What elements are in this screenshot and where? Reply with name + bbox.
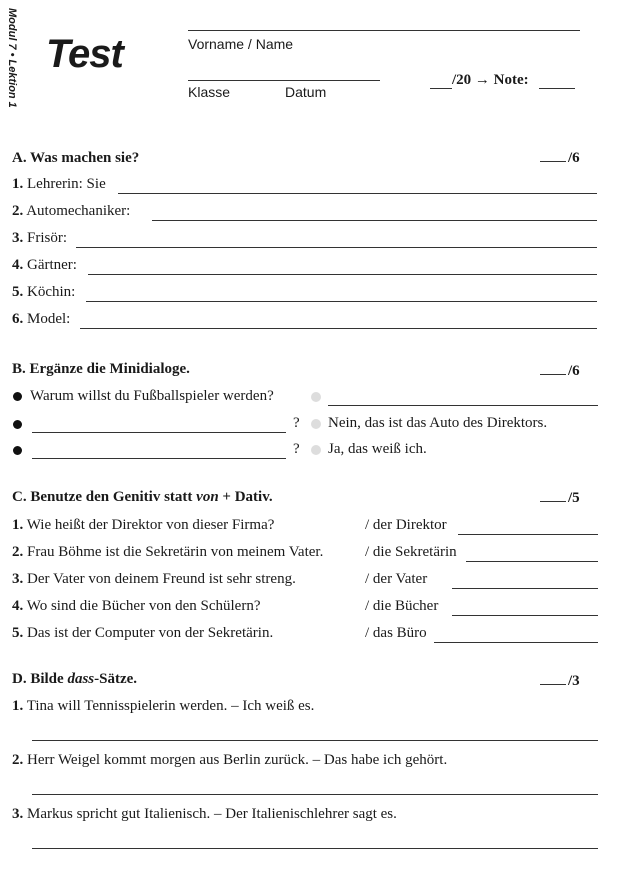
speaker-icon xyxy=(311,392,321,402)
section-c-item xyxy=(12,598,260,615)
speaker-icon xyxy=(311,445,321,455)
item-text: Gärtner: xyxy=(27,257,77,273)
dialog-3-answer: Ja, das weiß ich. xyxy=(328,441,427,457)
item-text: Markus spricht gut Italienisch. – Der Italienischlehrer sagt es. xyxy=(27,806,397,822)
class-date-field[interactable] xyxy=(188,80,380,81)
name-field[interactable] xyxy=(188,30,580,31)
item-number: 2. xyxy=(12,203,24,219)
section-d-item xyxy=(12,752,447,769)
dialog-2-question-field[interactable] xyxy=(32,432,286,433)
answer-line[interactable] xyxy=(118,193,597,194)
item-number: 3. xyxy=(12,806,24,822)
answer-line[interactable] xyxy=(80,328,597,329)
section-d-title: D. Bilde dass-Sätze. xyxy=(12,671,138,687)
section-a-title: A. Was machen sie? xyxy=(12,150,140,166)
section-a-score: /6 xyxy=(540,150,580,167)
item-number: 5. xyxy=(12,625,24,641)
answer-line[interactable] xyxy=(152,220,597,221)
item-text: Frisör: xyxy=(27,230,68,246)
answer-line[interactable] xyxy=(32,794,598,795)
page-title: Test xyxy=(46,32,123,76)
section-d-score-blank[interactable] xyxy=(540,684,566,685)
grade-field[interactable] xyxy=(539,88,575,89)
item-number: 2. xyxy=(12,544,24,560)
item-text: Frau Böhme ist die Sekretärin von meinem Vater. xyxy=(27,544,324,560)
dialog-1-answer-field[interactable] xyxy=(328,405,598,406)
item-hint: / die Bücher xyxy=(365,598,439,614)
section-d-item xyxy=(12,698,314,715)
speaker-icon xyxy=(311,419,321,429)
answer-line[interactable] xyxy=(466,561,598,562)
item-hint: / der Direktor xyxy=(365,517,447,533)
total-score-field[interactable] xyxy=(430,88,452,89)
class-label: Klasse xyxy=(188,84,231,100)
module-side-label: Modul 7 • Lektion 1 xyxy=(6,8,18,108)
section-a-item xyxy=(12,284,75,301)
item-number: 4. xyxy=(12,598,24,614)
item-text: Das ist der Computer von der Sekretärin. xyxy=(27,625,274,641)
section-a-score-blank[interactable] xyxy=(540,161,566,162)
dialog-1-question: Warum willst du Fußballspieler werden? xyxy=(30,388,274,404)
answer-line[interactable] xyxy=(32,848,598,849)
answer-line[interactable] xyxy=(32,740,598,741)
name-label: Vorname / Name xyxy=(188,36,294,52)
item-text: Tina will Tennisspielerin werden. – Ich weiß es. xyxy=(26,698,315,714)
item-text: Der Vater von deinem Freund ist sehr streng. xyxy=(27,571,296,587)
section-b-title: B. Ergänze die Minidialoge. xyxy=(12,361,190,377)
section-b-score: /6 xyxy=(540,363,580,380)
item-number: 4. xyxy=(12,257,24,273)
section-a-item xyxy=(12,230,67,247)
answer-line[interactable] xyxy=(88,274,597,275)
section-a-item xyxy=(12,203,130,220)
item-number: 5. xyxy=(12,284,24,300)
answer-line[interactable] xyxy=(434,642,598,643)
section-c-item xyxy=(12,517,274,534)
item-number: 3. xyxy=(12,230,24,246)
section-d-item xyxy=(12,806,397,823)
question-mark: ? xyxy=(293,415,300,431)
item-number: 1. xyxy=(12,698,24,714)
section-b-score-blank[interactable] xyxy=(540,374,566,375)
item-number: 2. xyxy=(12,752,24,768)
section-a-item xyxy=(12,311,70,328)
answer-line[interactable] xyxy=(86,301,597,302)
section-c-score: /5 xyxy=(540,490,580,507)
item-text: Herr Weigel kommt morgen aus Berlin zurück. – Das habe ich gehört. xyxy=(27,752,448,768)
item-text: Model: xyxy=(27,311,71,327)
section-a-item xyxy=(12,176,106,193)
item-text: Wo sind die Bücher von den Schülern? xyxy=(26,598,261,614)
bullet-icon xyxy=(13,392,22,401)
item-hint: / der Vater xyxy=(365,571,428,587)
dialog-3-question-field[interactable] xyxy=(32,458,286,459)
section-c-item xyxy=(12,544,323,561)
section-c-score-blank[interactable] xyxy=(540,501,566,502)
item-number: 6. xyxy=(12,311,24,327)
item-hint: / das Büro xyxy=(365,625,427,641)
section-d-score: /3 xyxy=(540,673,580,690)
item-number: 3. xyxy=(12,571,24,587)
total-score-label: /20 → Note: xyxy=(452,72,529,88)
bullet-icon xyxy=(13,446,22,455)
section-c-item xyxy=(12,571,296,588)
item-text: Köchin: xyxy=(27,284,76,300)
question-mark: ? xyxy=(293,441,300,457)
item-text: Automechaniker: xyxy=(26,203,131,219)
section-a-item xyxy=(12,257,77,274)
item-text: Lehrerin: Sie xyxy=(27,176,106,192)
answer-line[interactable] xyxy=(452,615,598,616)
answer-line[interactable] xyxy=(452,588,598,589)
item-hint: / die Sekretärin xyxy=(365,544,457,560)
dialog-2-answer: Nein, das ist das Auto des Direktors. xyxy=(328,415,548,431)
item-text: Wie heißt der Direktor von dieser Firma? xyxy=(26,517,275,533)
answer-line[interactable] xyxy=(76,247,597,248)
section-c-item xyxy=(12,625,273,642)
answer-line[interactable] xyxy=(458,534,598,535)
item-number: 1. xyxy=(12,517,24,533)
date-label: Datum xyxy=(285,84,327,100)
bullet-icon xyxy=(13,420,22,429)
item-number: 1. xyxy=(12,176,24,192)
section-c-title: C. Benutze den Genitiv statt von + Dativ. xyxy=(12,489,273,505)
